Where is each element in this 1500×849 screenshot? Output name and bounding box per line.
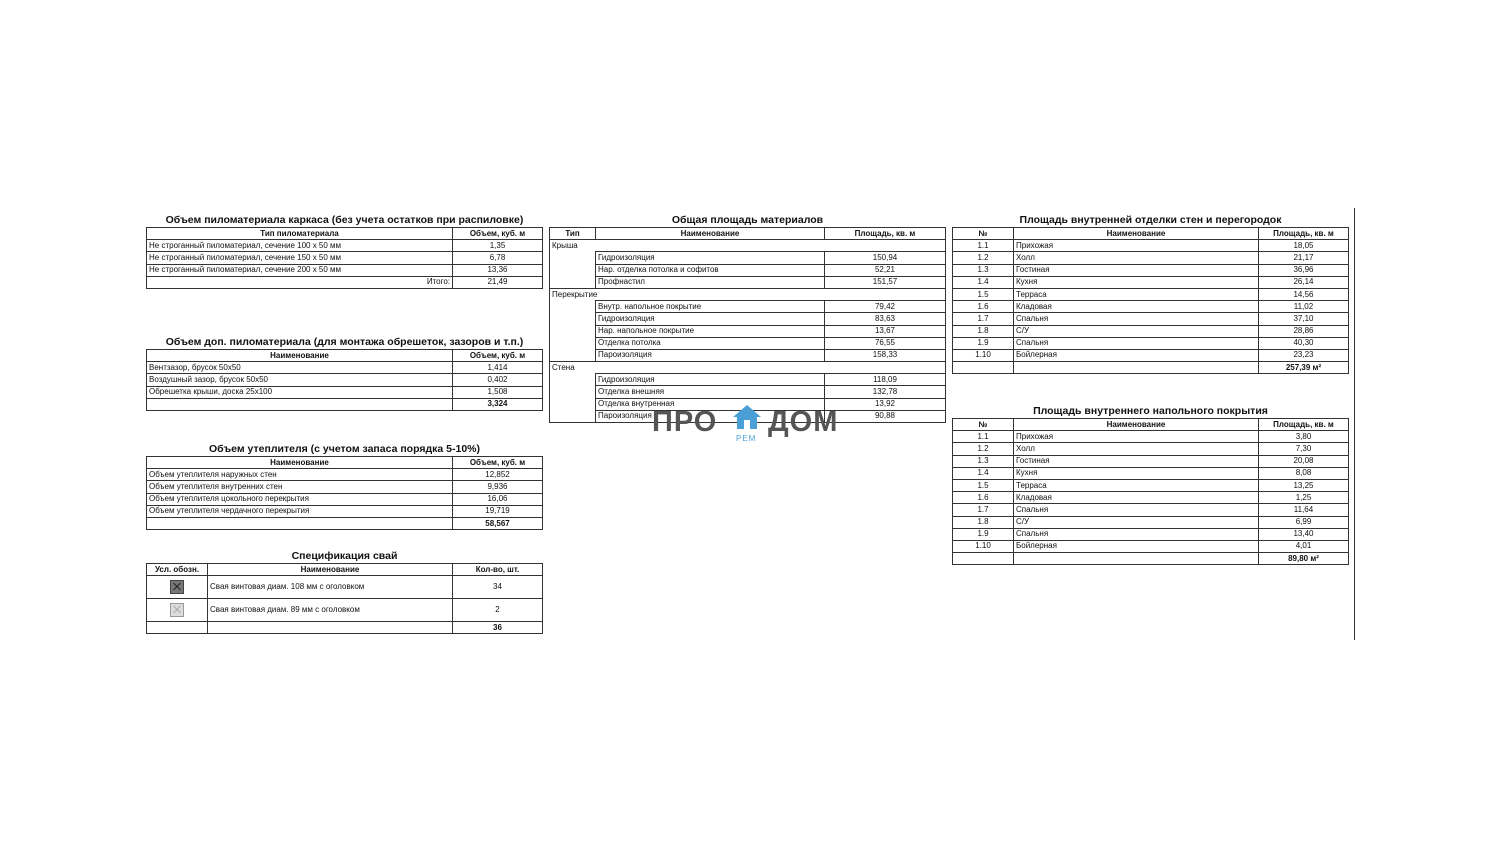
column-header: Площадь, кв. м bbox=[825, 228, 946, 240]
column-header: Объем, куб. м bbox=[453, 457, 543, 469]
table-row: Отделка потолка 76,55 bbox=[550, 337, 946, 349]
total-row bbox=[147, 517, 543, 529]
table-row: Объем утеплителя наружных стен 12,852 bbox=[147, 469, 543, 481]
table-row: Гидроизоляция 118,09 bbox=[550, 374, 946, 386]
table-row: Гидроизоляция 150,94 bbox=[550, 252, 946, 264]
column-header: Тип пиломатериала bbox=[147, 228, 453, 240]
total-label: Итого: bbox=[147, 276, 453, 288]
table-row: Нар. отделка потолка и софитов 52,21 bbox=[550, 264, 946, 276]
total-value: 89,80 м² bbox=[1259, 553, 1349, 565]
column-header: Тип bbox=[550, 228, 596, 240]
table-row: Объем утеплителя чердачного перекрытия 19,719 bbox=[147, 505, 543, 517]
insulation-title: Объем утеплителя (с учетом запаса порядка 5-10%) bbox=[208, 443, 481, 455]
walls-section bbox=[952, 214, 1349, 374]
total-value: 3,324 bbox=[453, 398, 543, 410]
floors-title: Площадь внутреннего напольного покрытия bbox=[1033, 405, 1268, 417]
total-value: 58,567 bbox=[453, 517, 543, 529]
materials-table bbox=[549, 227, 946, 423]
table-row: 1.4 Кухня 8,08 bbox=[953, 467, 1349, 479]
group-label: Крыша bbox=[550, 240, 946, 252]
table-row: Воздушный зазор, брусок 50х50 0,402 bbox=[147, 374, 543, 386]
materials-title: Общая площадь материалов bbox=[671, 214, 824, 226]
group-label: Стена bbox=[550, 362, 946, 374]
piles-table bbox=[146, 563, 543, 634]
table-row: Отделка внутренная 13,92 bbox=[550, 398, 946, 410]
total-value: 257,39 м² bbox=[1259, 362, 1349, 374]
logo-subtext: РЕМ bbox=[736, 434, 757, 443]
house-icon bbox=[732, 404, 762, 430]
logo-text-right: ДОМ bbox=[768, 406, 839, 438]
group-label: Перекрытие bbox=[550, 288, 946, 300]
table-row: 1.7 Спальня 11,64 bbox=[953, 504, 1349, 516]
logo-text-left: ПРО bbox=[652, 406, 718, 438]
table-row: Профнастил 151,57 bbox=[550, 276, 946, 288]
table-row: Свая винтовая диам. 108 мм с оголовком 34 bbox=[147, 576, 543, 599]
table-row: 1.6 Кладовая 11,02 bbox=[953, 301, 1349, 313]
table-row: 1.5 Терраса 13,25 bbox=[953, 479, 1349, 491]
table-row: 1.3 Гостиная 36,96 bbox=[953, 264, 1349, 276]
sheet-border-line bbox=[1354, 208, 1355, 640]
column-header: Объем, куб. м bbox=[453, 228, 543, 240]
table-row: Не строганный пиломатериал, сечение 200 x 50 мм 13,36 bbox=[147, 264, 543, 276]
table-row: 1.9 Спальня 40,30 bbox=[953, 337, 1349, 349]
table-row: 1.6 Кладовая 1,25 bbox=[953, 492, 1349, 504]
column-header: Наименование bbox=[208, 564, 453, 576]
column-header: Кол-во, шт. bbox=[453, 564, 543, 576]
table-row: 1.5 Терраса 14,56 bbox=[953, 288, 1349, 300]
table-row: Нар. напольное покрытие 13,67 bbox=[550, 325, 946, 337]
table-row: Пароизоляция 90,88 bbox=[550, 410, 946, 422]
table-row: Пароизоляция 158,33 bbox=[550, 349, 946, 361]
column-header: Наименование bbox=[147, 457, 453, 469]
floors-table bbox=[952, 418, 1349, 565]
extra-lumber-title: Объем доп. пиломатериала (для монтажа обрешеток, зазоров и т.п.) bbox=[165, 336, 524, 348]
table-row: Не строганный пиломатериал, сечение 150 x 50 мм 6,78 bbox=[147, 252, 543, 264]
total-row bbox=[147, 622, 543, 634]
group-row bbox=[550, 240, 946, 252]
table-row: 1.4 Кухня 26,14 bbox=[953, 276, 1349, 288]
table-row: 1.2 Холл 7,30 bbox=[953, 443, 1349, 455]
column-header: Объем, куб. м bbox=[453, 350, 543, 362]
group-row bbox=[550, 362, 946, 374]
column-header: Наименование bbox=[1014, 419, 1259, 431]
table-row: Объем утеплителя внутренних стен 9,936 bbox=[147, 481, 543, 493]
frame-lumber-table bbox=[146, 227, 543, 289]
table-row: Свая винтовая диам. 89 мм с оголовком 2 bbox=[147, 599, 543, 622]
table-row: 1.1 Прихожая 3,80 bbox=[953, 431, 1349, 443]
frame-lumber-section bbox=[146, 214, 543, 289]
column-header: Наименование bbox=[1014, 228, 1259, 240]
total-row bbox=[147, 398, 543, 410]
column-header: Наименование bbox=[147, 350, 453, 362]
table-row: 1.2 Холл 21,17 bbox=[953, 252, 1349, 264]
table-row: Гидроизоляция 83,63 bbox=[550, 313, 946, 325]
table-row: Не строганный пиломатериал, сечение 100 x 50 мм 1,35 bbox=[147, 240, 543, 252]
table-row: Вентзазор, брусок 50х50 1,414 bbox=[147, 362, 543, 374]
column-header: Усл. обозн. bbox=[147, 564, 208, 576]
column-header: Наименование bbox=[596, 228, 825, 240]
table-row: Объем утеплителя цокольного перекрытия 16,06 bbox=[147, 493, 543, 505]
table-row: 1.3 Гостиная 20,08 bbox=[953, 455, 1349, 467]
column-header: Площадь, кв. м bbox=[1259, 419, 1349, 431]
group-row bbox=[550, 288, 946, 300]
table-row: 1.1 Прихожая 18,05 bbox=[953, 240, 1349, 252]
pile-light-icon bbox=[170, 603, 184, 617]
table-row: 1.8 С/У 6,99 bbox=[953, 516, 1349, 528]
column-header: № bbox=[953, 419, 1014, 431]
total-value: 36 bbox=[453, 622, 543, 634]
insulation-table bbox=[146, 456, 543, 530]
materials-section bbox=[549, 214, 946, 423]
insulation-section bbox=[146, 443, 543, 530]
table-row: 1.7 Спальня 37,10 bbox=[953, 313, 1349, 325]
table-row: 1.8 С/У 28,86 bbox=[953, 325, 1349, 337]
walls-title: Площадь внутренней отделки стен и перегородок bbox=[1019, 214, 1282, 226]
extra-lumber-section bbox=[146, 336, 543, 411]
table-row: Отделка внешняя 132,78 bbox=[550, 386, 946, 398]
piles-section bbox=[146, 550, 543, 634]
table-row: 1.9 Спальня 13,40 bbox=[953, 528, 1349, 540]
piles-title: Спецификация свай bbox=[291, 550, 398, 562]
extra-lumber-table bbox=[146, 349, 543, 411]
table-row: Обрешетка крыши, доска 25х100 1,508 bbox=[147, 386, 543, 398]
frame-lumber-title: Объем пиломатериала каркаса (без учета остатков при распиловке) bbox=[165, 214, 524, 226]
floors-section bbox=[952, 405, 1349, 565]
total-row bbox=[147, 276, 543, 288]
table-row: 1.10 Бойлерная 23,23 bbox=[953, 349, 1349, 361]
total-row bbox=[953, 553, 1349, 565]
table-row: 1.10 Бойлерная 4,01 bbox=[953, 540, 1349, 552]
pile-dark-icon bbox=[170, 580, 184, 594]
watermark-logo bbox=[652, 404, 852, 444]
walls-table bbox=[952, 227, 1349, 374]
table-row: Внутр. напольное покрытие 79,42 bbox=[550, 301, 946, 313]
column-header: № bbox=[953, 228, 1014, 240]
total-row bbox=[953, 362, 1349, 374]
total-value: 21,49 bbox=[453, 276, 543, 288]
column-header: Площадь, кв. м bbox=[1259, 228, 1349, 240]
